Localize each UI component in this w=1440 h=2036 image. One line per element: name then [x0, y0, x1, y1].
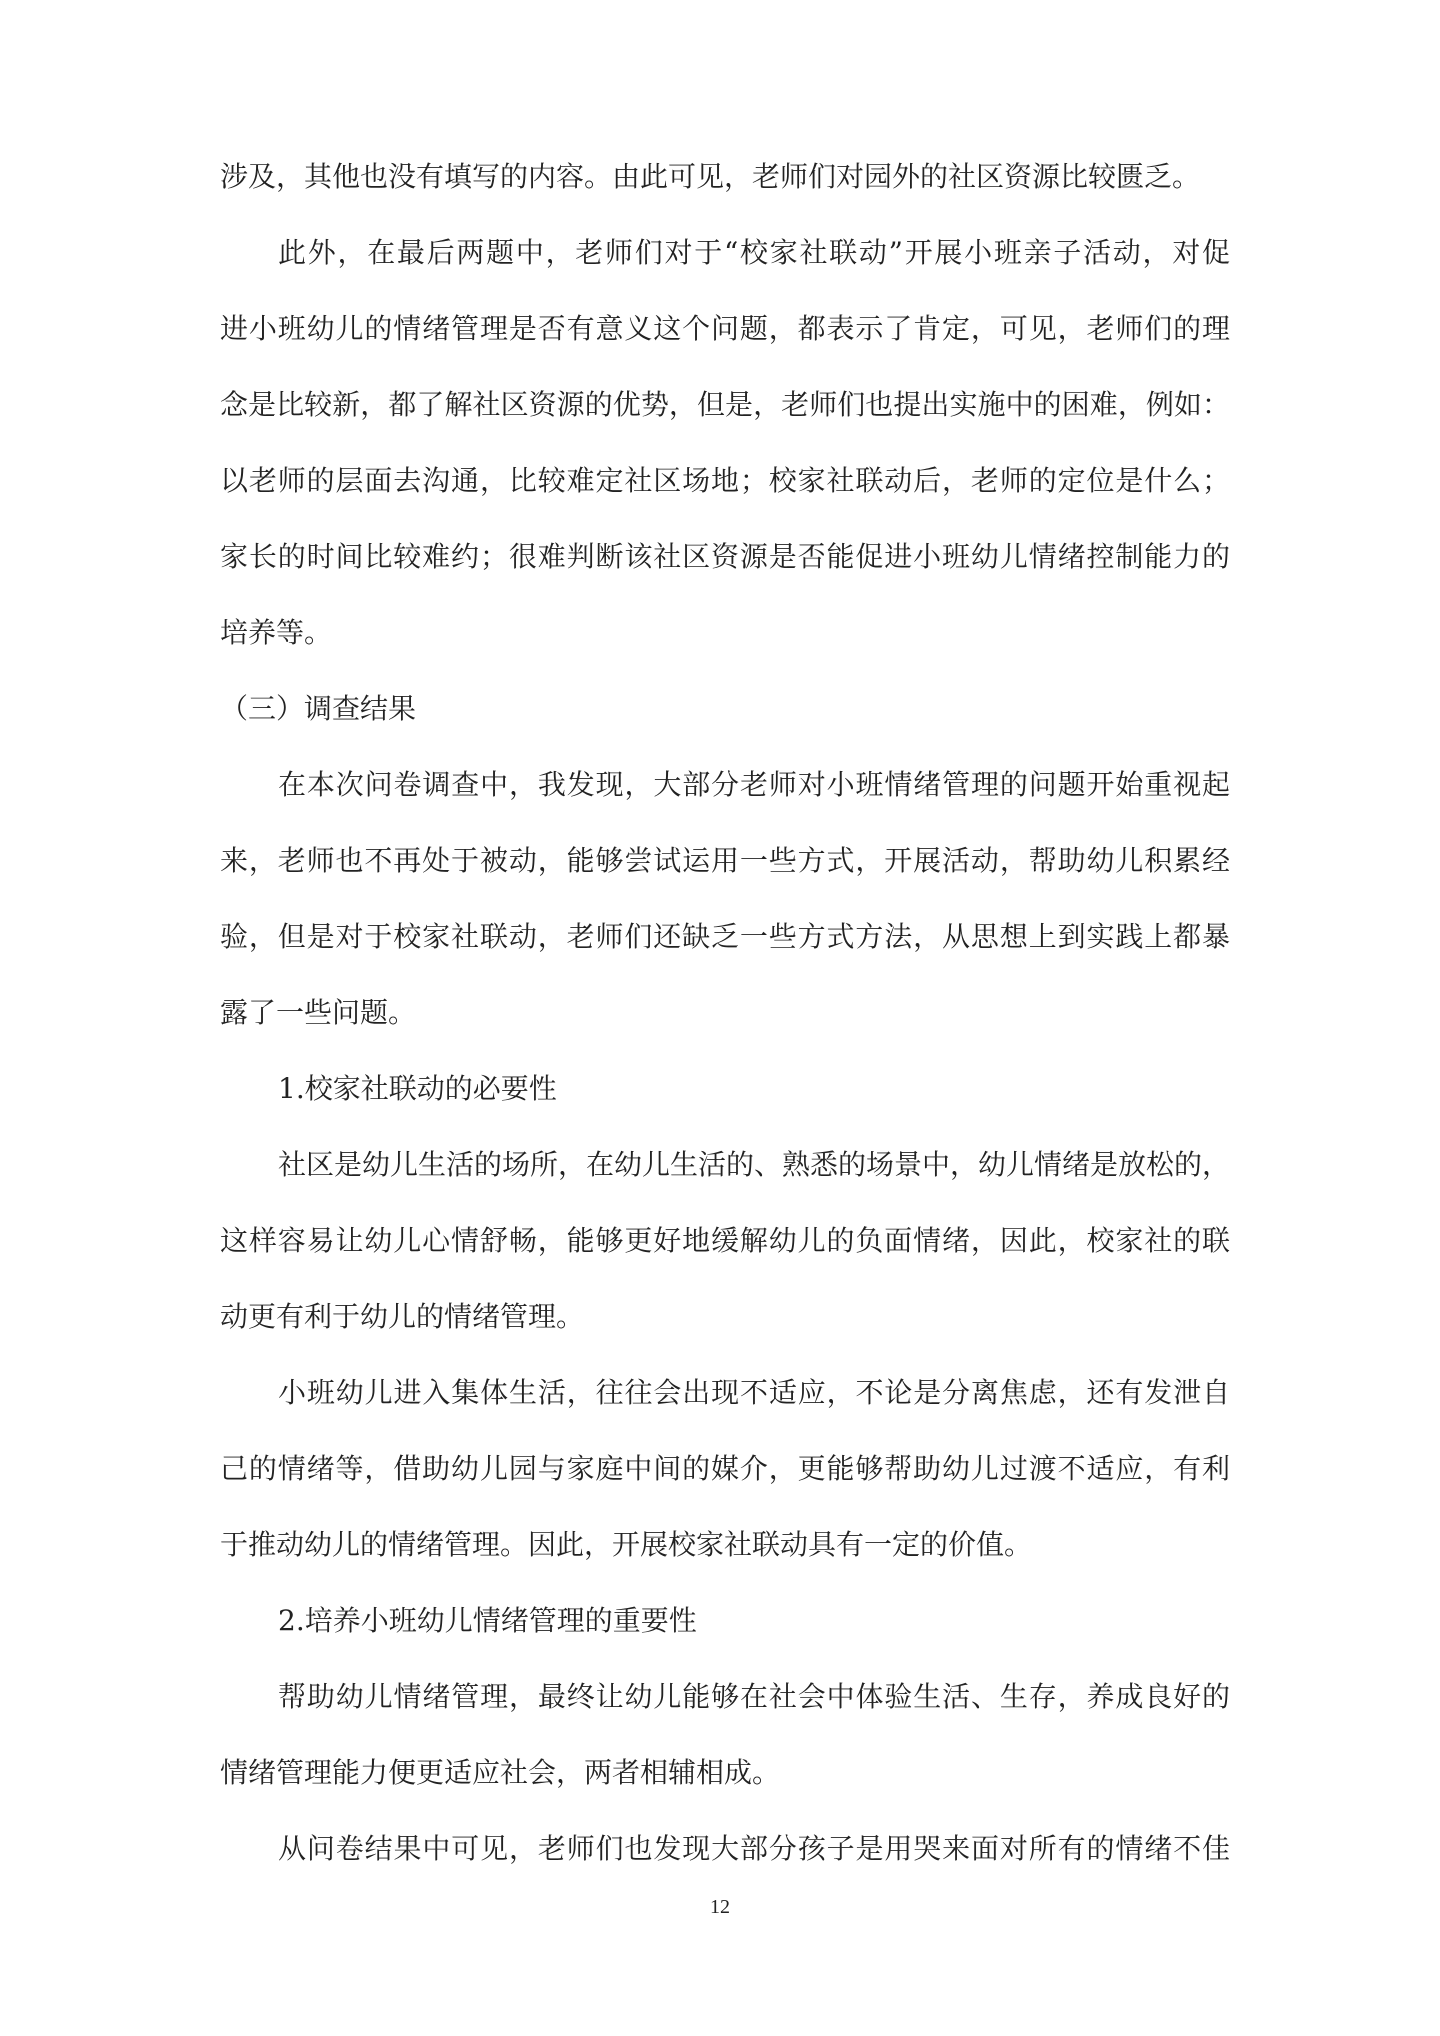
text-line: 社区是幼儿生活的场所，在幼儿生活的、熟悉的场景中，幼儿情绪是放松的， [278, 1148, 1231, 1181]
text-line: 帮助幼儿情绪管理，最终让幼儿能够在社会中体验生活、生存，养成良好的 [278, 1680, 1230, 1713]
paragraph [220, 747, 1230, 1051]
text-line: 念是比较新，都了解社区资源的优势，但是，老师们也提出实施中的困难，例如： [220, 388, 1230, 421]
text-line: 从问卷结果中可见，老师们也发现大部分孩子是用哭来面对所有的情绪不佳 [278, 1832, 1230, 1865]
paragraph [220, 1583, 1230, 1659]
text-line: 涉及，其他也没有填写的内容。由此可见，老师们对园外的社区资源比较匮乏。 [220, 160, 1201, 193]
text-line: 1.校家社联动的必要性 [278, 1072, 557, 1105]
text-line: 2.培养小班幼儿情绪管理的重要性 [278, 1604, 697, 1637]
paragraph [220, 1051, 1230, 1127]
document-body [220, 139, 1230, 1887]
text-line: 进小班幼儿的情绪管理是否有意义这个问题，都表示了肯定，可见，老师们的理 [220, 312, 1230, 345]
text-line: 验，但是对于校家社联动，老师们还缺乏一些方式方法，从思想上到实践上都暴 [220, 920, 1230, 953]
text-line: 此外，在最后两题中，老师们对于“校家社联动”开展小班亲子活动，对促 [278, 236, 1230, 269]
paragraph [220, 671, 1230, 747]
paragraph [220, 1127, 1230, 1355]
text-line: 露了一些问题。 [220, 996, 417, 1029]
text-line: 己的情绪等，借助幼儿园与家庭中间的媒介，更能够帮助幼儿过渡不适应，有利 [220, 1452, 1230, 1485]
text-line: 情绪管理能力便更适应社会，两者相辅相成。 [220, 1756, 781, 1789]
text-line: 培养等。 [220, 616, 333, 649]
text-line: 在本次问卷调查中，我发现，大部分老师对小班情绪管理的问题开始重视起 [278, 768, 1230, 801]
page-number: 12 [710, 1896, 730, 1918]
paragraph [220, 139, 1230, 215]
text-line: 家长的时间比较难约；很难判断该社区资源是否能促进小班幼儿情绪控制能力的 [220, 540, 1230, 573]
text-line: 这样容易让幼儿心情舒畅，能够更好地缓解幼儿的负面情绪，因此，校家社的联 [220, 1224, 1230, 1257]
text-line: （三）调查结果 [220, 692, 417, 725]
text-line: 于推动幼儿的情绪管理。因此，开展校家社联动具有一定的价值。 [220, 1528, 1033, 1561]
paragraph [220, 1659, 1230, 1811]
text-line: 动更有利于幼儿的情绪管理。 [220, 1300, 585, 1333]
paragraph [220, 215, 1230, 671]
paragraph [220, 1811, 1230, 1887]
text-line: 以老师的层面去沟通，比较难定社区场地；校家社联动后，老师的定位是什么； [220, 464, 1230, 497]
paragraph [220, 1355, 1230, 1583]
text-line: 来，老师也不再处于被动，能够尝试运用一些方式，开展活动，帮助幼儿积累经 [220, 844, 1230, 877]
text-line: 小班幼儿进入集体生活，往往会出现不适应，不论是分离焦虑，还有发泄自 [278, 1376, 1230, 1409]
